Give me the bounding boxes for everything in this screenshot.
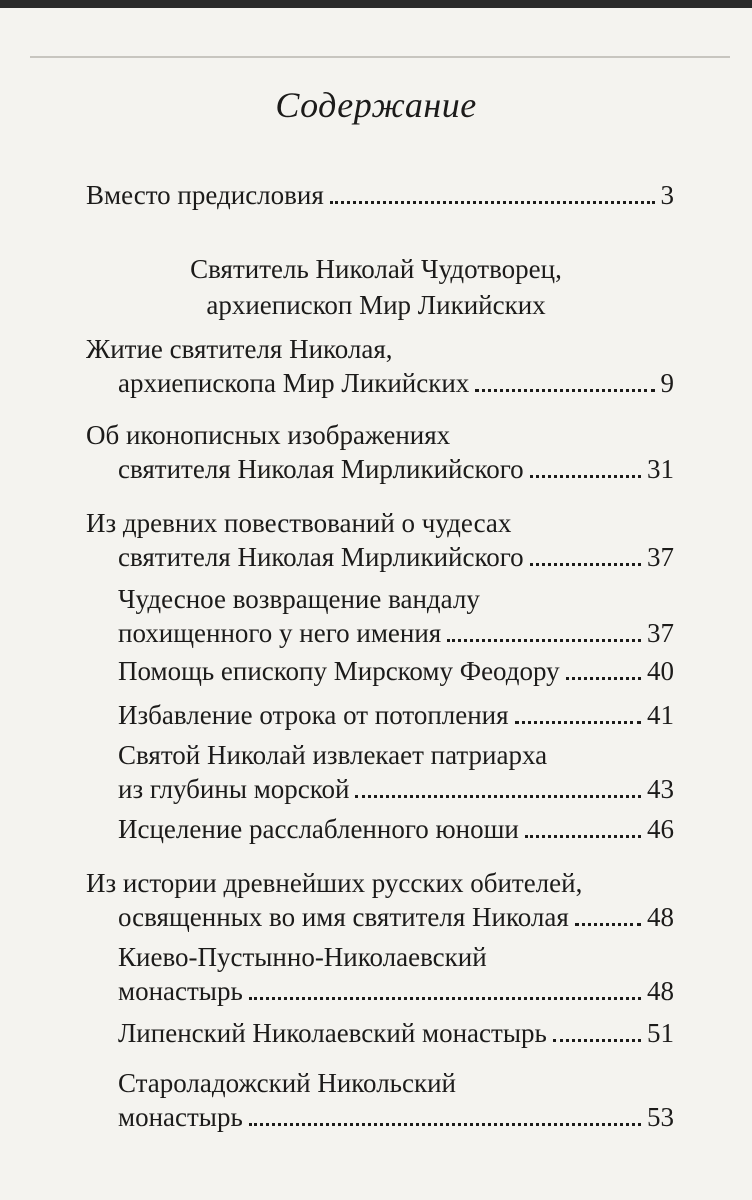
- toc-entry-title-line1[interactable]: Из истории древнейших русских обителей,: [86, 868, 583, 898]
- leader-dots: [575, 923, 641, 926]
- toc-entry-title-line2: святителя Николая Мирликийского: [118, 454, 524, 484]
- toc-subentry[interactable]: [118, 974, 674, 1008]
- leader-dots: [447, 639, 641, 642]
- leader-dots: [475, 389, 654, 392]
- leader-dots: [566, 677, 641, 680]
- toc-page-number: 41: [647, 700, 674, 730]
- toc-page-number: 31: [647, 454, 674, 484]
- toc-subentry-title-line2: монастырь: [118, 976, 243, 1006]
- toc-subentry[interactable]: [118, 1100, 674, 1134]
- toc-entry[interactable]: [118, 366, 674, 400]
- toc-subentry-title-line1[interactable]: Святой Николай извлекает патриарха: [118, 740, 548, 770]
- leader-dots: [355, 795, 641, 798]
- toc-page-number: 3: [660, 180, 674, 210]
- toc-subentry-title-line1[interactable]: Староладожский Никольский: [118, 1068, 456, 1098]
- toc-subentry-title-line1[interactable]: Чудесное возвращение вандалу: [118, 584, 480, 614]
- toc-page-number: 48: [647, 902, 674, 932]
- toc-subentry-title: Исцеление расслабленного юноши: [118, 814, 519, 844]
- leader-dots: [249, 997, 641, 1000]
- toc-page-number: 48: [647, 976, 674, 1006]
- leader-dots: [530, 563, 641, 566]
- toc-entry-title-line1[interactable]: Из древних повествований о чудесах: [86, 508, 512, 538]
- toc-subentry[interactable]: [118, 812, 674, 846]
- leader-dots: [249, 1123, 641, 1126]
- toc-entry-title-line1[interactable]: Об иконописных изображениях: [86, 420, 451, 450]
- toc-subentry[interactable]: [118, 616, 674, 650]
- toc-subentry-title-line2: монастырь: [118, 1102, 243, 1132]
- toc-entry[interactable]: [118, 452, 674, 486]
- leader-dots: [515, 721, 641, 724]
- toc-page-number: 51: [647, 1018, 674, 1048]
- toc-entry-title-line1[interactable]: Житие святителя Николая,: [86, 334, 393, 364]
- toc-subentry-title: Помощь епископу Мирскому Феодору: [118, 656, 560, 686]
- toc-entry-title: Вместо предисловия: [86, 180, 324, 210]
- toc-subentry[interactable]: [118, 654, 674, 688]
- toc-subentry-title-line2: похищенного у него имения: [118, 618, 442, 648]
- toc-entry-title-line2: архиепископа Мир Ликийских: [118, 368, 470, 398]
- toc-subentry[interactable]: [118, 698, 674, 732]
- section-heading: Святитель Николай Чудотворец,: [190, 254, 562, 284]
- toc-page-number: 46: [647, 814, 674, 844]
- toc-subentry-title: Липенский Николаевский монастырь: [118, 1018, 547, 1048]
- toc-page-number: 37: [647, 542, 674, 572]
- toc-entry[interactable]: [86, 178, 674, 212]
- section-heading: архиепископ Мир Ликийских: [206, 290, 546, 320]
- toc-entry-title-line2: освященных во имя святителя Николая: [118, 902, 569, 932]
- leader-dots: [553, 1039, 641, 1042]
- toc-entry-title-line2: святителя Николая Мирликийского: [118, 542, 524, 572]
- leader-dots: [530, 475, 641, 478]
- toc-page-number: 53: [647, 1102, 674, 1132]
- toc-entry[interactable]: [118, 900, 674, 934]
- toc-subentry-title-line1[interactable]: Киево-Пустынно-Николаевский: [118, 942, 487, 972]
- leader-dots: [330, 201, 655, 204]
- toc-page-number: 37: [647, 618, 674, 648]
- toc-subentry-title: Избавление отрока от потопления: [118, 700, 509, 730]
- toc-page-number: 43: [647, 774, 674, 804]
- toc-page-number: 9: [660, 368, 674, 398]
- toc-subentry[interactable]: [118, 772, 674, 806]
- toc-entry[interactable]: [118, 540, 674, 574]
- toc-subentry[interactable]: [118, 1016, 674, 1050]
- toc-page-number: 40: [647, 656, 674, 686]
- toc-subentry-title-line2: из глубины морской: [118, 774, 350, 804]
- page-title: Содержание: [275, 85, 477, 125]
- leader-dots: [525, 835, 641, 838]
